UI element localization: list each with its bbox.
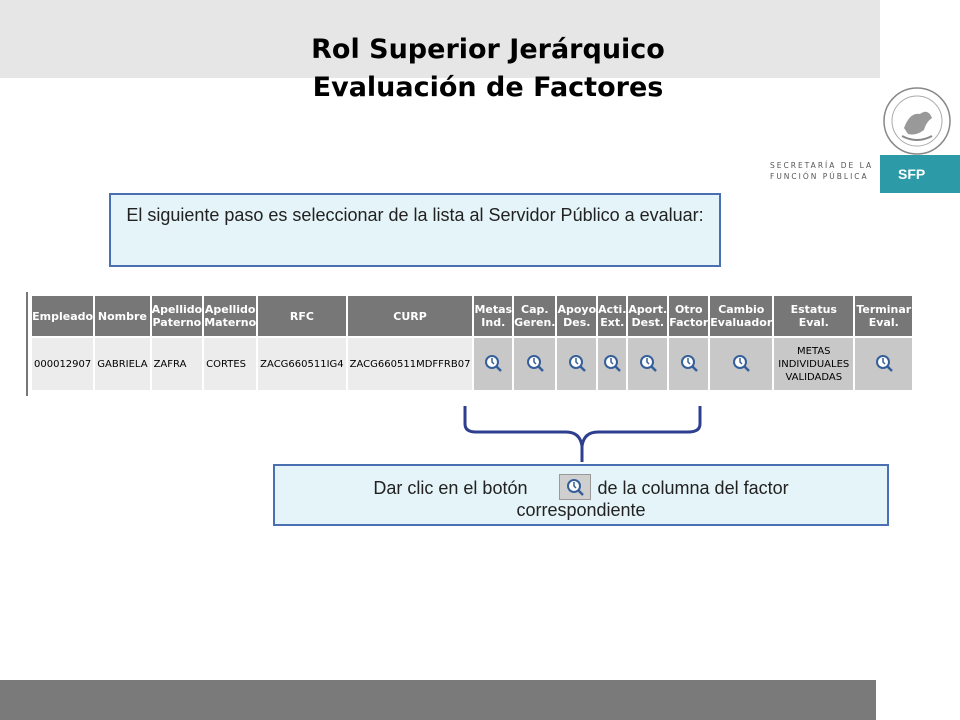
evaluation-grid — [30, 294, 914, 392]
cell-apoyo-des — [557, 338, 596, 390]
col-header-cambio-evaluador: Cambio Evaluador — [710, 296, 772, 336]
click-instruction-line2: correspondiente — [516, 500, 646, 520]
magnifier-button-icon — [559, 474, 591, 500]
cell-metas-ind — [474, 338, 512, 390]
evaluation-table — [26, 292, 916, 396]
acti-ext-magnifier-icon[interactable] — [602, 353, 622, 373]
footer-bar — [0, 680, 876, 720]
cap-geren-magnifier-icon[interactable] — [525, 353, 545, 373]
cell-otro-factor — [669, 338, 708, 390]
cell-cap-geren — [514, 338, 555, 390]
col-header-cap-geren: Cap. Geren. — [514, 296, 555, 336]
col-header-otro-factor: Otro Factor — [669, 296, 708, 336]
estatus-line2: INDIVIDUALES — [778, 358, 850, 370]
col-header-apellido-paterno: Apellido Paterno — [152, 296, 203, 336]
org-name — [770, 160, 880, 182]
estatus-line1: METAS — [797, 345, 831, 357]
terminar-eval-magnifier-icon[interactable] — [874, 353, 894, 373]
brace-connector — [462, 404, 704, 464]
mexican-seal-icon — [880, 84, 954, 158]
cell-rfc: ZACG660511IG4 — [258, 338, 345, 390]
col-header-empleado: Empleado — [32, 296, 93, 336]
click-instruction-after: de la columna del factor — [597, 477, 789, 498]
header-row — [32, 296, 912, 336]
cell-apellido-materno: CORTES — [204, 338, 256, 390]
col-header-terminar-eval: Terminar Eval. — [855, 296, 912, 336]
aport-dest-magnifier-icon[interactable] — [638, 353, 658, 373]
estatus-line3: VALIDADAS — [785, 371, 843, 383]
instruction-callout — [109, 193, 721, 267]
cell-empleado: 000012907 — [32, 338, 93, 390]
page-title: Rol Superior Jerárquico — [311, 34, 665, 65]
cambio-evaluador-magnifier-icon[interactable] — [731, 353, 751, 373]
col-header-apoyo-des: Apoyo Des. — [557, 296, 596, 336]
cell-terminar-eval — [855, 338, 912, 390]
col-header-apellido-materno: Apellido Materno — [204, 296, 256, 336]
col-header-rfc: RFC — [258, 296, 345, 336]
page-subtitle: Evaluación de Factores — [312, 72, 664, 103]
col-header-estatus-eval: Estatus Eval. — [774, 296, 853, 336]
cell-acti-ext — [598, 338, 626, 390]
cell-cambio-evaluador — [710, 338, 772, 390]
apoyo-des-magnifier-icon[interactable] — [567, 353, 587, 373]
org-name-line2: FUNCIÓN PÚBLICA — [770, 172, 869, 181]
cell-curp: ZACG660511MDFFRB07 — [348, 338, 473, 390]
sfp-logo-text: SFP — [898, 166, 926, 182]
instruction-text: El siguiente paso es seleccionar de la lista al Servidor Público a evaluar: — [126, 205, 704, 225]
org-name-line1: SECRETARÍA DE LA — [770, 161, 874, 170]
click-instruction-before: Dar clic en el botón — [373, 477, 528, 498]
table-row — [32, 338, 912, 390]
cell-apellido-paterno: ZAFRA — [152, 338, 203, 390]
cell-nombre: GABRIELA — [95, 338, 149, 390]
metas-ind-magnifier-icon[interactable] — [483, 353, 503, 373]
col-header-nombre: Nombre — [95, 296, 149, 336]
otro-factor-magnifier-icon[interactable] — [679, 353, 699, 373]
click-instruction-callout — [273, 464, 889, 526]
cell-aport-dest — [628, 338, 667, 390]
col-header-aport-dest: Aport. Dest. — [628, 296, 667, 336]
col-header-metas-ind: Metas Ind. — [474, 296, 512, 336]
cell-estatus-eval — [774, 338, 853, 390]
col-header-acti-ext: Acti. Ext. — [598, 296, 626, 336]
col-header-curp: CURP — [348, 296, 473, 336]
sfp-logo — [880, 155, 960, 193]
